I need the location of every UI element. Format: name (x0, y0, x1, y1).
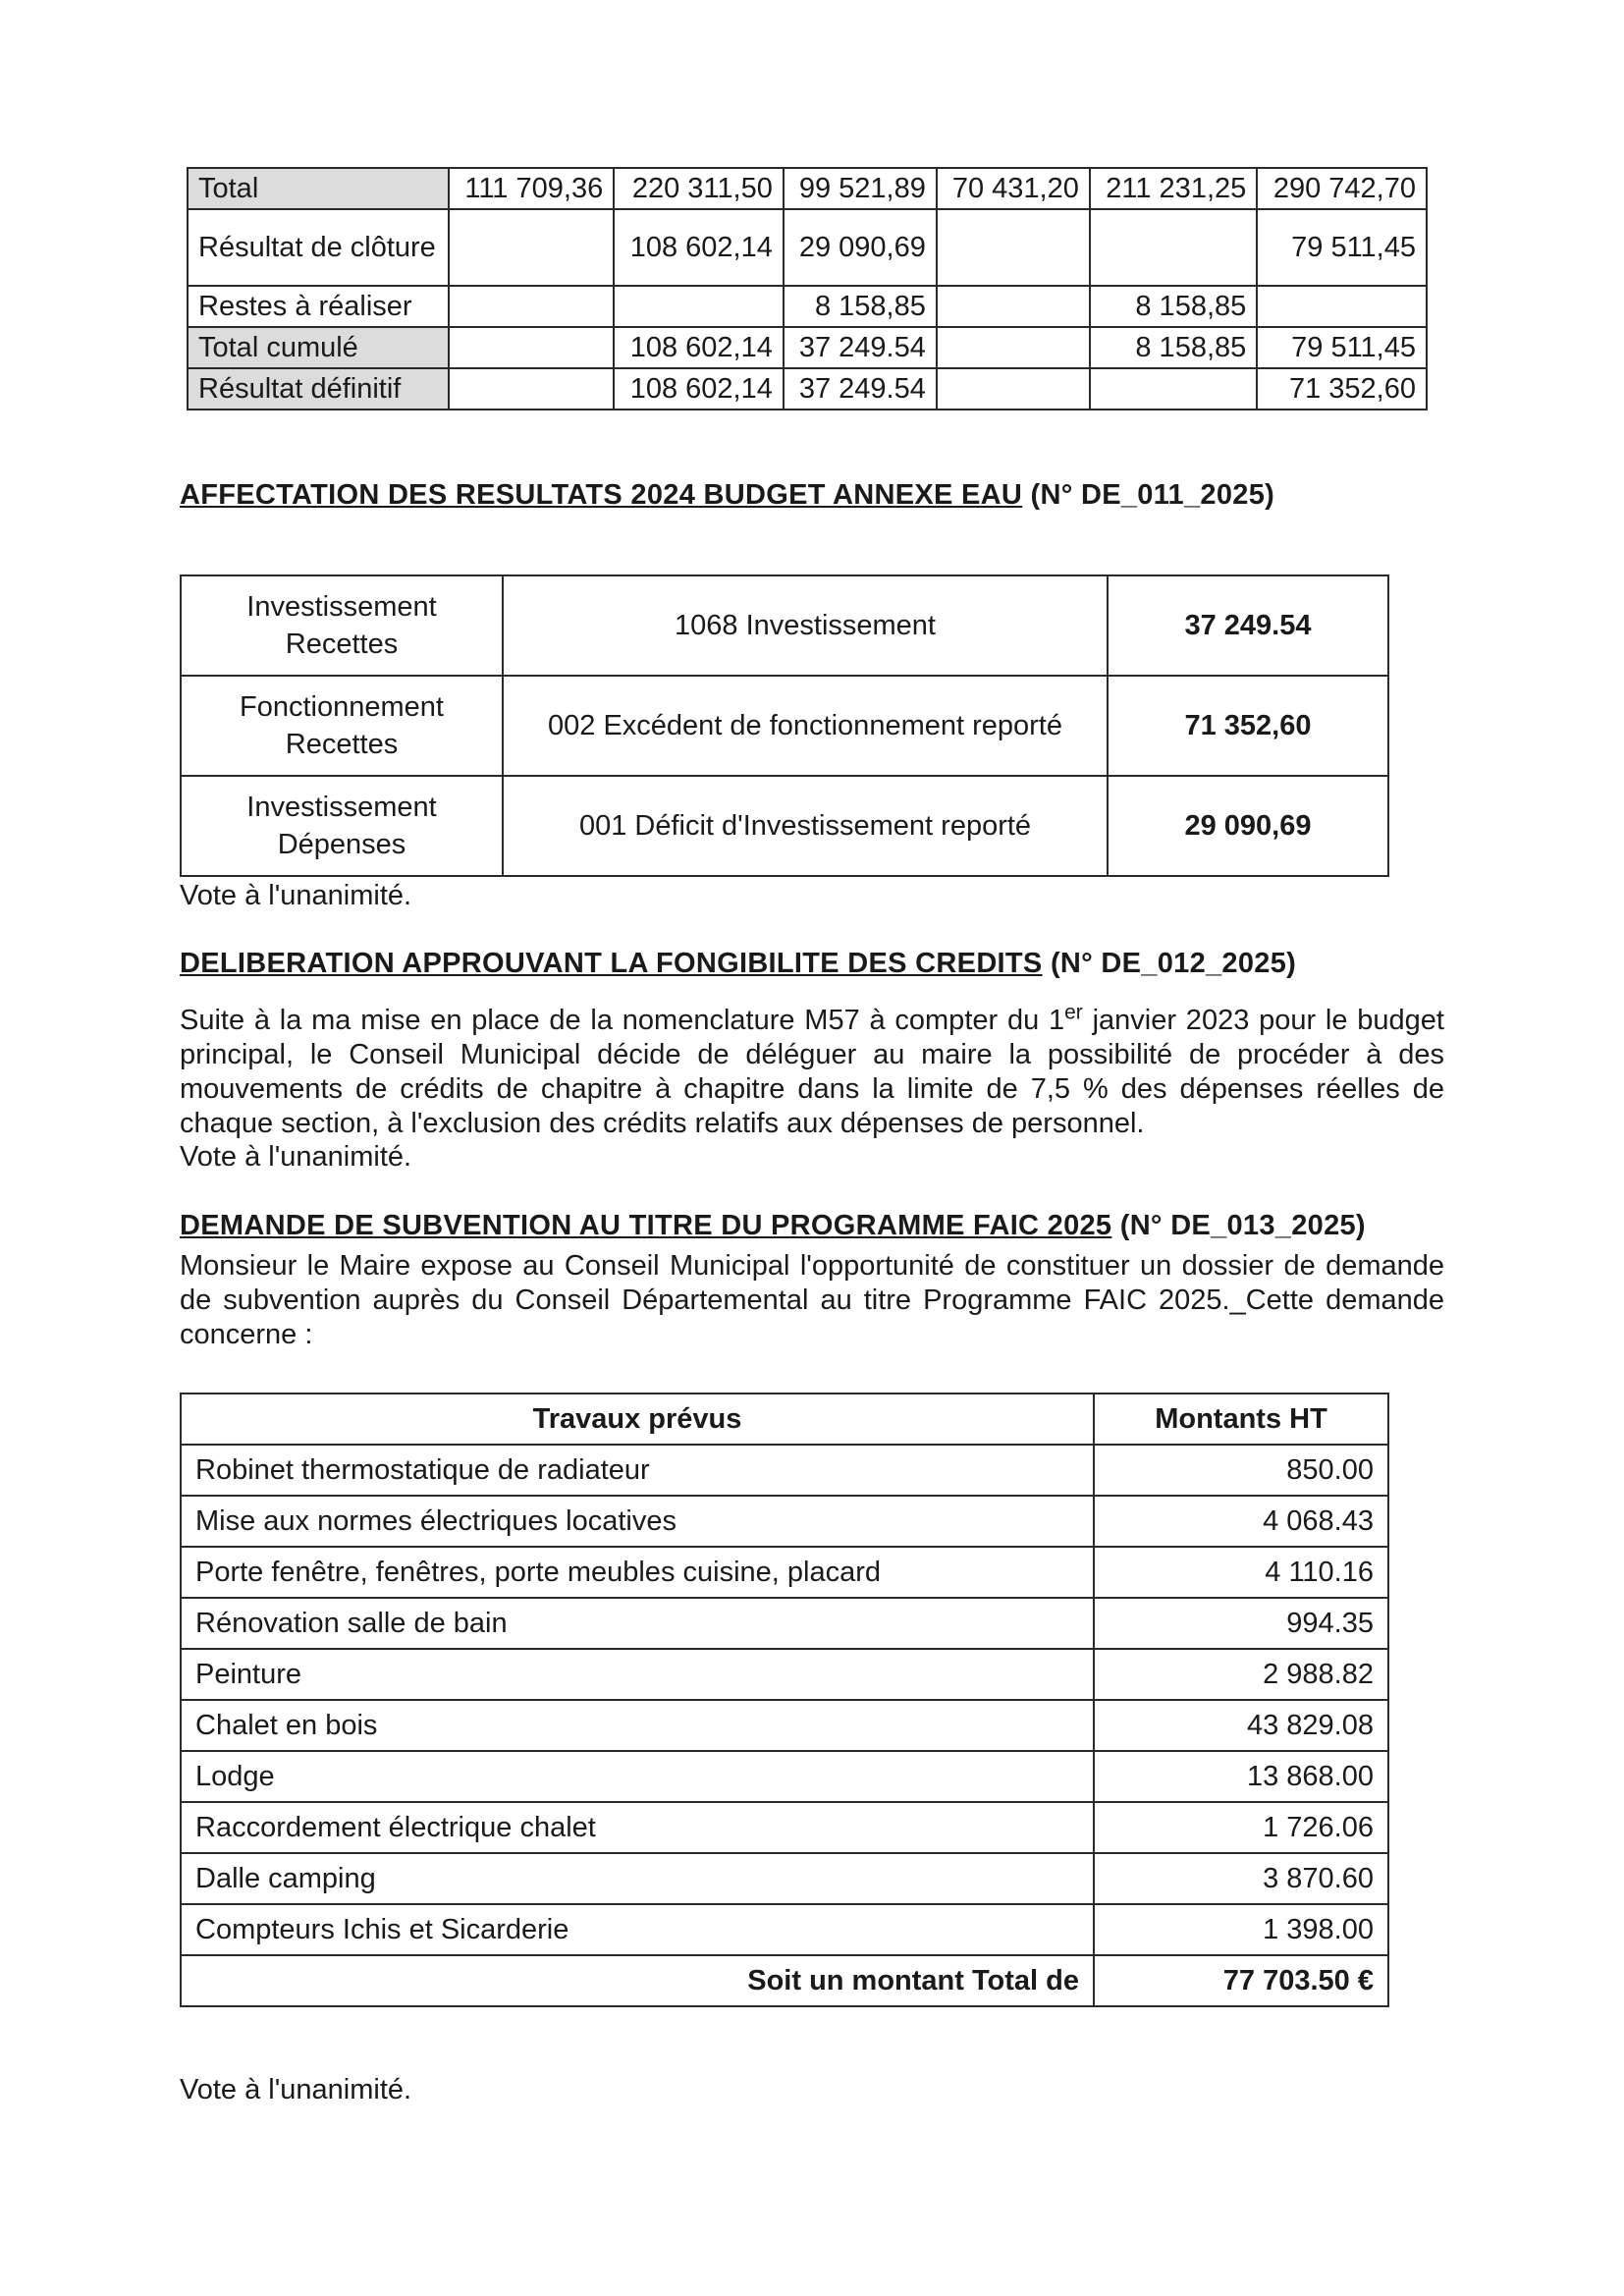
section-ref: (N° DE_012_2025) (1050, 948, 1297, 979)
table-row (188, 286, 1427, 327)
travaux-cell: Robinet thermostatique de radiateur (181, 1445, 1094, 1496)
paragraph-fongibilite (180, 1001, 1444, 1141)
table-row (181, 1751, 1388, 1802)
table-cell: 290 742,70 (1257, 168, 1427, 209)
table-row (181, 1700, 1388, 1751)
table-cell (937, 209, 1090, 286)
paragraph-text: Suite à la ma mise en place de la nomenclature M57 à compter du 1 (180, 1005, 1065, 1036)
header-montant: Montants HT (1094, 1394, 1388, 1445)
total-row (181, 1955, 1388, 2006)
travaux-cell: Rénovation salle de bain (181, 1598, 1094, 1649)
section-ref: (N° DE_013_2025) (1119, 1210, 1366, 1241)
paragraph-subvention: Monsieur le Maire expose au Conseil Municipal l'opportunité de constituer un dossier de demande de subvention auprès du Conseil Départemental au titre Programme FAIC 2025._Cette demande concerne : (180, 1250, 1444, 1350)
compte-cell: 1068 Investissement (503, 575, 1108, 676)
vote-text: Vote à l'unanimité. (180, 880, 412, 911)
montant-cell: 4 068.43 (1094, 1496, 1388, 1547)
table-header-row (181, 1394, 1388, 1445)
section-line: Fonctionnement (240, 691, 444, 723)
table-row (188, 368, 1427, 410)
montant-cell: 43 829.08 (1094, 1700, 1388, 1751)
travaux-table-body (181, 1445, 1388, 1955)
section-line: Recettes (285, 629, 399, 660)
section-cell (181, 575, 503, 676)
section-cell (181, 776, 503, 876)
compte-cell: 002 Excédent de fonctionnement reporté (503, 676, 1108, 776)
travaux-table (180, 1393, 1389, 2007)
table-cell: 108 602,14 (614, 327, 784, 368)
table-row (181, 1802, 1388, 1853)
row-label: Résultat de clôture (188, 209, 449, 286)
table-cell (449, 368, 614, 410)
travaux-cell: Dalle camping (181, 1853, 1094, 1904)
table-cell: 111 709,36 (449, 168, 614, 209)
montant-cell: 29 090,69 (1108, 776, 1388, 876)
total-value: 77 703.50 € (1094, 1955, 1388, 2006)
table-cell: 29 090,69 (784, 209, 937, 286)
section-line: Investissement (246, 591, 437, 623)
travaux-cell: Compteurs Ichis et Sicarderie (181, 1904, 1094, 1955)
table-row (181, 1853, 1388, 1904)
row-label: Résultat définitif (188, 368, 449, 410)
table-cell: 79 511,45 (1257, 327, 1427, 368)
table-row (181, 1547, 1388, 1598)
table-cell (1090, 368, 1257, 410)
paragraph-text: janvier 2023 pour le budget principal, le Conseil Municipal décide de déléguer au maire la possibilité de procéder à des mouvements de crédits de chapitre à chapitre dans la limite de 7,5 % des dépenses réelles de chaque section, à l'exclusion des crédits relatifs aux dépenses de personnel. (180, 1005, 1444, 1139)
table-row (188, 327, 1427, 368)
table-cell (937, 368, 1090, 410)
total-label: Soit un montant Total de (181, 1955, 1094, 2006)
table-row (181, 575, 1388, 676)
section-title: DELIBERATION APPROUVANT LA FONGIBILITE DES CREDITS (180, 948, 1043, 979)
section-cell (181, 676, 503, 776)
montant-cell: 37 249.54 (1108, 575, 1388, 676)
section-heading-affectation (180, 479, 1274, 512)
section-title: DEMANDE DE SUBVENTION AU TITRE DU PROGRAMME FAIC 2025 (180, 1210, 1112, 1241)
table-cell (449, 209, 614, 286)
montant-cell: 3 870.60 (1094, 1853, 1388, 1904)
table-cell: 8 158,85 (784, 286, 937, 327)
table-cell (937, 286, 1090, 327)
table-row (181, 776, 1388, 876)
section-line: Investissement (246, 792, 437, 823)
travaux-cell: Raccordement électrique chalet (181, 1802, 1094, 1853)
montant-cell: 13 868.00 (1094, 1751, 1388, 1802)
table-cell: 108 602,14 (614, 368, 784, 410)
section-heading-fongibilite (180, 948, 1296, 980)
table-row (188, 168, 1427, 209)
section-line: Recettes (285, 729, 399, 760)
table-cell: 37 249.54 (784, 327, 937, 368)
table-cell: 220 311,50 (614, 168, 784, 209)
montant-cell: 71 352,60 (1108, 676, 1388, 776)
montant-cell: 4 110.16 (1094, 1547, 1388, 1598)
travaux-cell: Peinture (181, 1649, 1094, 1700)
montant-cell: 1 726.06 (1094, 1802, 1388, 1853)
table-row (181, 1598, 1388, 1649)
affectation-table-body (181, 575, 1388, 876)
table-cell: 37 249.54 (784, 368, 937, 410)
results-table-body (188, 168, 1427, 410)
table-cell (449, 286, 614, 327)
table-cell: 71 352,60 (1257, 368, 1427, 410)
section-title: AFFECTATION DES RESULTATS 2024 BUDGET ANNEXE EAU (180, 479, 1023, 511)
montant-cell: 850.00 (1094, 1445, 1388, 1496)
table-row (188, 209, 1427, 286)
montant-cell: 994.35 (1094, 1598, 1388, 1649)
travaux-cell: Lodge (181, 1751, 1094, 1802)
section-line: Dépenses (277, 829, 406, 860)
row-label: Total cumulé (188, 327, 449, 368)
table-row (181, 1904, 1388, 1955)
table-cell: 70 431,20 (937, 168, 1090, 209)
vote-text: Vote à l'unanimité. (180, 2074, 412, 2105)
affectation-table (180, 574, 1389, 877)
compte-cell: 001 Déficit d'Investissement reporté (503, 776, 1108, 876)
table-cell: 108 602,14 (614, 209, 784, 286)
table-row (181, 1649, 1388, 1700)
table-row (181, 1445, 1388, 1496)
table-cell: 99 521,89 (784, 168, 937, 209)
table-cell (937, 327, 1090, 368)
table-cell: 211 231,25 (1090, 168, 1257, 209)
table-cell: 79 511,45 (1257, 209, 1427, 286)
section-ref: (N° DE_011_2025) (1030, 479, 1275, 511)
montant-cell: 1 398.00 (1094, 1904, 1388, 1955)
vote-text: Vote à l'unanimité. (180, 1141, 412, 1173)
montant-cell: 2 988.82 (1094, 1649, 1388, 1700)
paragraph-sup: er (1064, 1001, 1083, 1024)
table-cell: 8 158,85 (1090, 286, 1257, 327)
section-heading-subvention (180, 1210, 1366, 1242)
row-label: Total (188, 168, 449, 209)
travaux-cell: Chalet en bois (181, 1700, 1094, 1751)
table-cell (1257, 286, 1427, 327)
table-row (181, 676, 1388, 776)
table-cell (614, 286, 784, 327)
row-label: Restes à réaliser (188, 286, 449, 327)
travaux-cell: Porte fenêtre, fenêtres, porte meubles cuisine, placard (181, 1547, 1094, 1598)
table-cell (1090, 209, 1257, 286)
travaux-cell: Mise aux normes électriques locatives (181, 1496, 1094, 1547)
table-cell (449, 327, 614, 368)
table-cell: 8 158,85 (1090, 327, 1257, 368)
header-travaux: Travaux prévus (181, 1394, 1094, 1445)
table-row (181, 1496, 1388, 1547)
results-table (187, 167, 1428, 410)
